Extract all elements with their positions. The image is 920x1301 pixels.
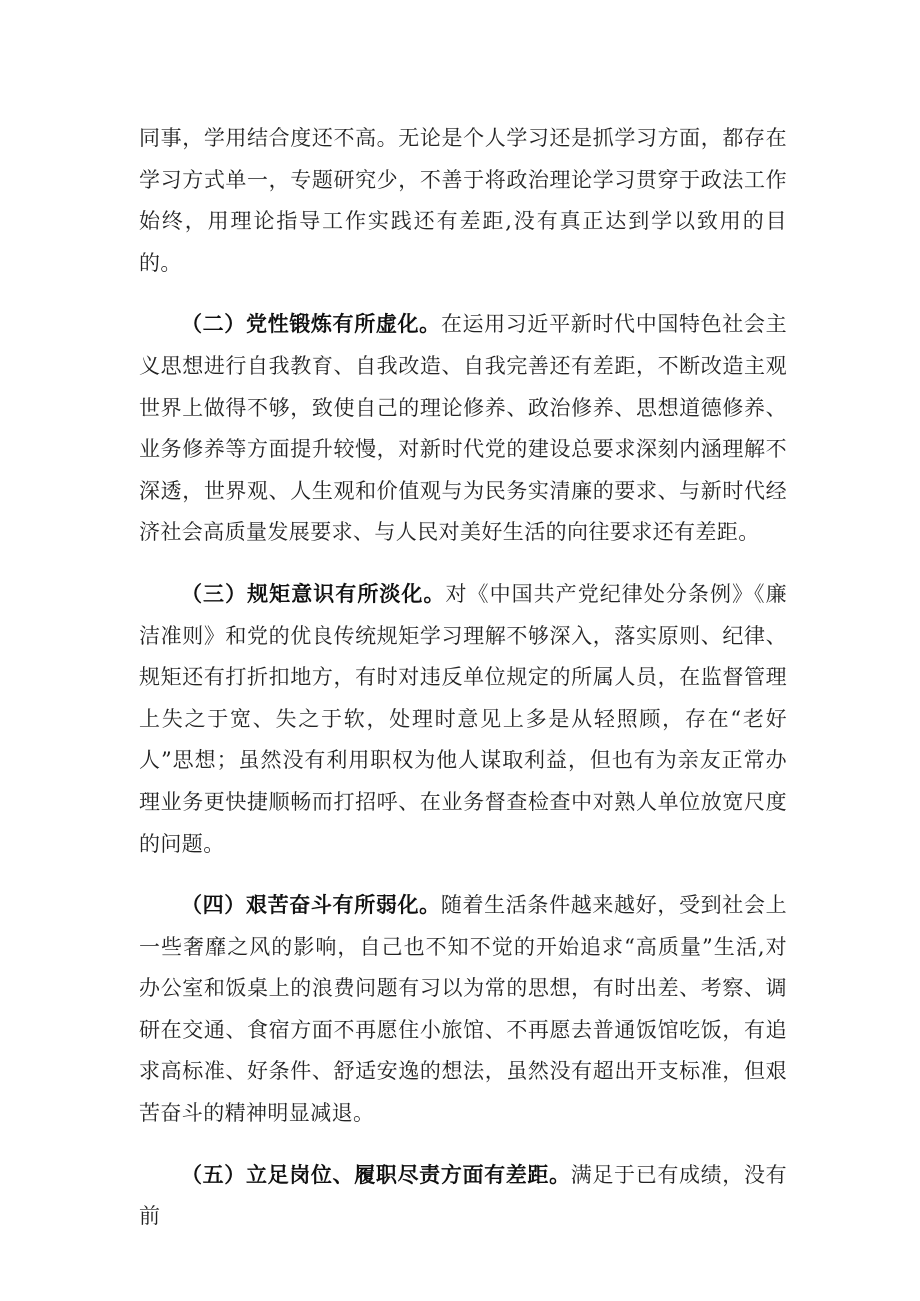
paragraph-heading: （四）艰苦奋斗有所弱化。: [181, 893, 441, 918]
paragraph-text: 满足于已有成绩，没有前: [139, 1162, 787, 1229]
paragraph-hard-work: [139, 885, 787, 1135]
paragraph-job-duty: [139, 1155, 787, 1238]
paragraph-text: 随着生活条件越来越好，受到社会上一些奢靡之风的影响，自己也不知不觉的开始追求“高质量”生活,对办公室和饭桌上的浪费问题有习以为常的思想，有时出差、考察、调研在交通、食宿方面不再愿住小旅馆、不再愿去普通饭馆吃饭，有追求高标准、好条件、舒适安逸的想法，虽然没有超出开支标准，但艰苦奋斗的精神明显减退。: [139, 893, 787, 1126]
paragraph-text: 对《中国共产党纪律处分条例》《廉洁准则》和党的优良传统规矩学习理解不够深入，落实原则、纪律、规矩还有打折扣地方，有时对违反单位规定的所属人员，在监督管理上失之于宽、失之于软，处理时意见上多是从轻照顾，存在“老好人”思想；虽然没有利用职权为他人谋取利益，但也有为亲友正常办理业务更快捷顺畅而打招呼、在业务督查检查中对熟人单位放宽尺度的问题。: [139, 581, 787, 856]
document-body: [139, 118, 787, 1258]
paragraph-heading: （五）立足岗位、履职尽责方面有差距。: [181, 1162, 571, 1187]
paragraph-party-spirit: [139, 304, 787, 554]
paragraph-continuation: [139, 118, 787, 284]
paragraph-text: 同事，学用结合度还不高。无论是个人学习还是抓学习方面，都存在学习方式单一，专题研究少，不善于将政治理论学习贯穿于政法工作始终，用理论指导工作实践还有差距,没有真正达到学以致用的目的。: [139, 126, 787, 275]
paragraph-text: 在运用习近平新时代中国特色社会主义思想进行自我教育、自我改造、自我完善还有差距，不断改造主观世界上做得不够，致使自己的理论修养、政治修养、思想道德修养、业务修养等方面提升较慢，对新时代党的建设总要求深刻内涵理解不深透，世界观、人生观和价值观与为民务实清廉的要求、与新时代经济社会高质量发展要求、与人民对美好生活的向往要求还有差距。: [139, 312, 787, 545]
paragraph-heading: （二）党性锻炼有所虚化。: [181, 312, 441, 337]
paragraph-rules-awareness: [139, 574, 787, 865]
paragraph-heading: （三）规矩意识有所淡化。: [181, 581, 446, 606]
